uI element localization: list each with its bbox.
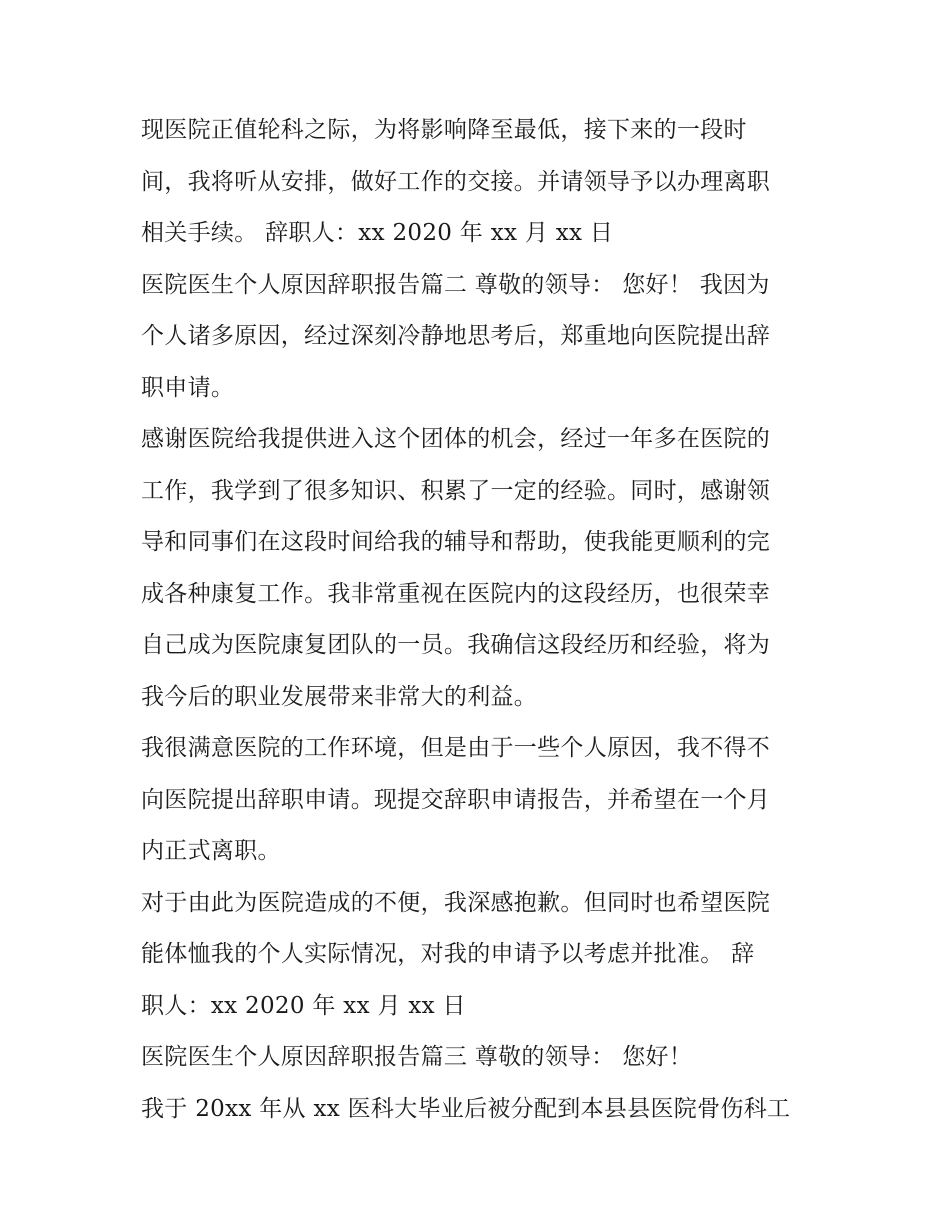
text-line: 医院医生个人原因辞职报告篇二 尊敬的领导： 您好！ 我因为 [141,271,770,298]
text-line: 个人诸多原因，经过深刻冷静地思考后，郑重地向医院提出辞 [141,323,771,349]
text-line: 职申请。 [141,374,235,401]
text-line: 能体恤我的个人实际情况，对我的申请予以考虑并批准。 辞 [141,941,755,967]
text-line: 向医院提出辞职申请。现提交辞职申请报告，并希望在一个月 [141,786,771,813]
text-line: 内正式离职。 [141,838,281,864]
text-line: 相关手续。 辞职人：xx 2020 年 xx 月 xx 日 [141,220,614,246]
text-line: 我今后的职业发展带来非常大的利益。 [141,683,538,710]
text-line: 我很满意医院的工作环境，但是由于一些个人原因，我不得不 [141,735,771,761]
document-body [141,105,821,1135]
text-line: 导和同事们在这段时间给我的辅导和帮助，使我能更顺利的完 [141,529,771,555]
text-line: 医院医生个人原因辞职报告篇三 尊敬的领导： 您好！ [141,1044,693,1070]
text-line: 现医院正值轮科之际，为将影响降至最低，接下来的一段时 [141,117,747,143]
text-line: 间，我将听从安排，做好工作的交接。并请领导予以办理离职 [141,168,771,195]
text-line: 对于由此为医院造成的不便，我深感抱歉。但同时也希望医院 [141,889,771,916]
text-line: 感谢医院给我提供进入这个团体的机会，经过一年多在医院的 [141,426,771,452]
text-line: 我于 20xx 年从 xx 医科大毕业后被分配到本县县医院骨伤科工 [141,1095,791,1122]
text-line: 职人：xx 2020 年 xx 月 xx 日 [141,992,466,1019]
text-line: 成各种康复工作。我非常重视在医院内的这段经历，也很荣幸 [141,580,771,607]
text-line: 工作，我学到了很多知识、积累了一定的经验。同时，感谢领 [141,477,771,504]
text-line: 自己成为医院康复团队的一员。我确信这段经历和经验，将为 [141,632,771,658]
